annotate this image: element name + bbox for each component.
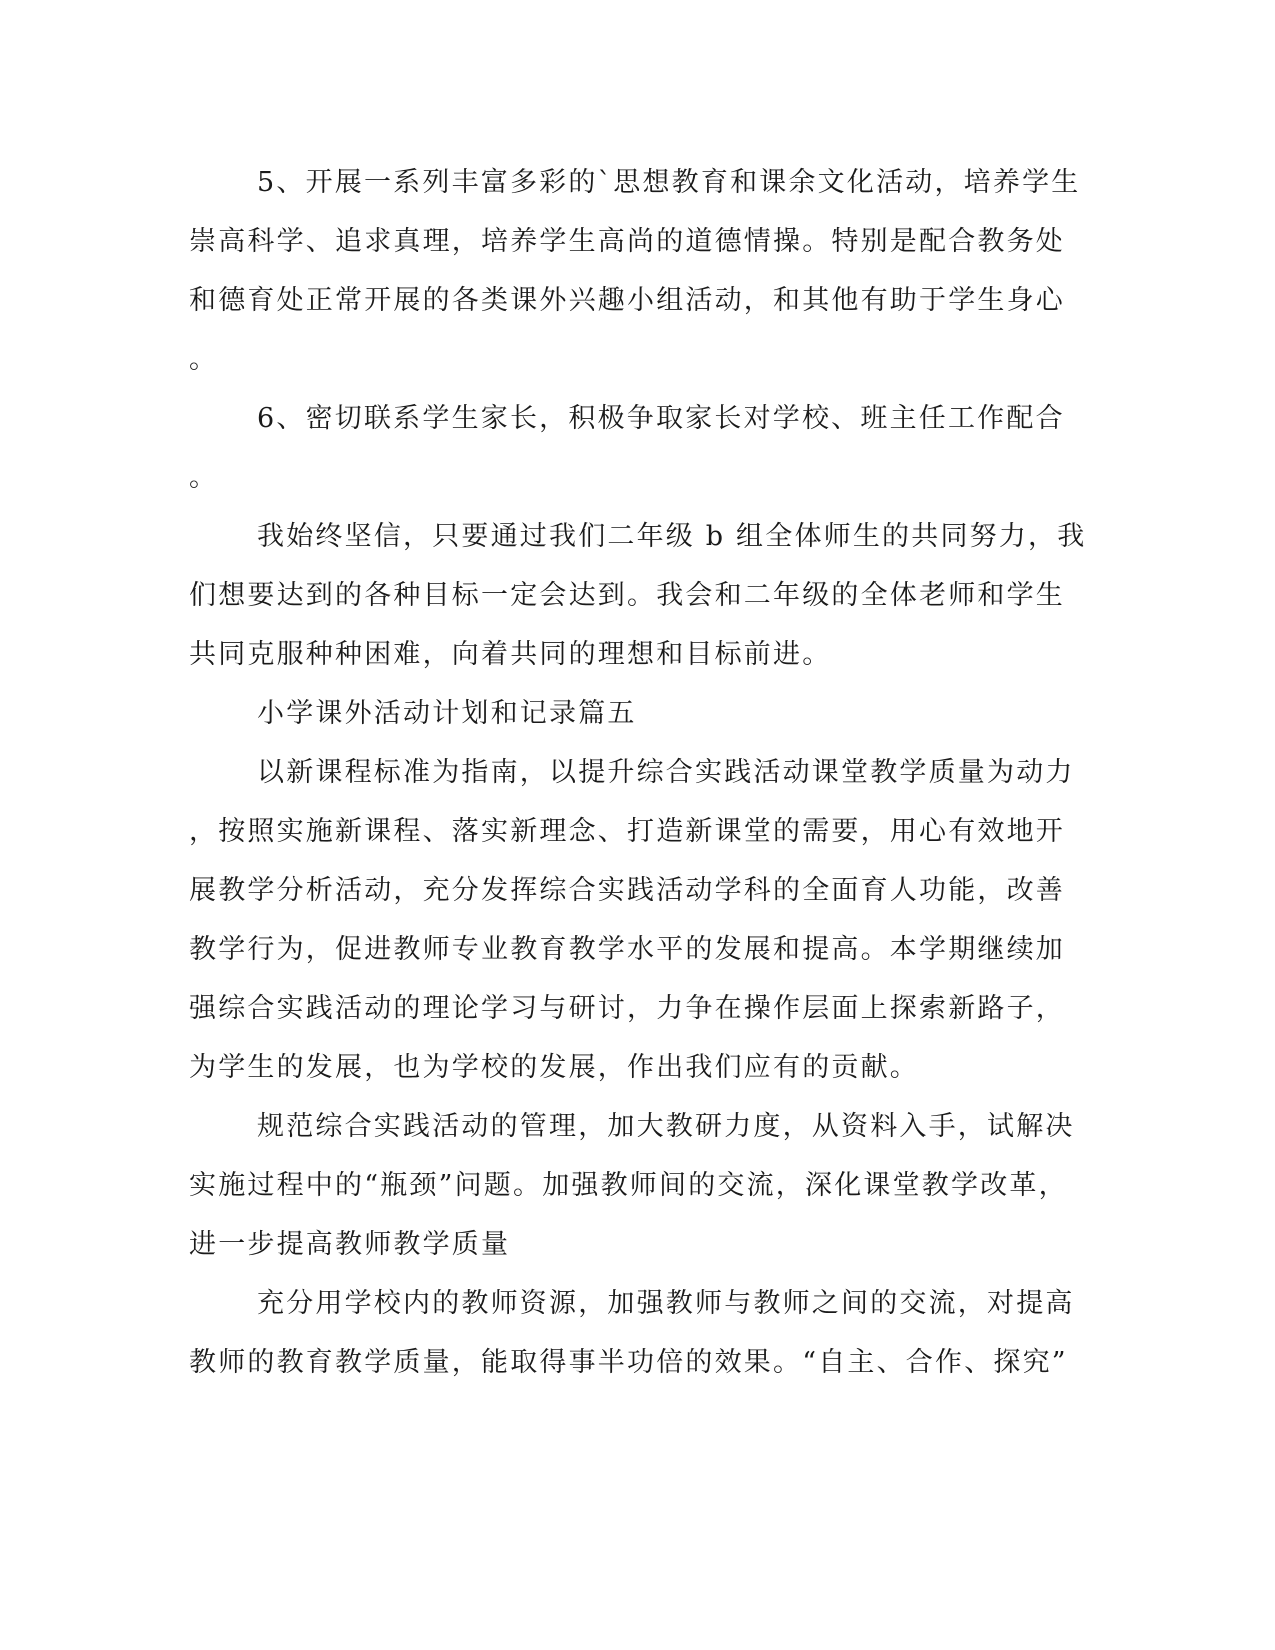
paragraph-line: 共同克服种种困难，向着共同的理想和目标前进。: [189, 639, 832, 670]
paragraph-line: 5、开展一系列丰富多彩的`思想教育和课余文化活动，培养学生: [257, 167, 1081, 198]
paragraph-line: 6、密切联系学生家长，积极争取家长对学校、班主任工作配合: [257, 403, 1065, 434]
paragraph-line: ，按照实施新课程、落实新理念、打造新课堂的需要，用心有效地开: [189, 816, 1065, 847]
paragraph-line: 们想要达到的各种目标一定会达到。我会和二年级的全体老师和学生: [189, 580, 1065, 611]
paragraph-line: 教学行为，促进教师专业教育教学水平的发展和提高。本学期继续加: [189, 934, 1065, 965]
paragraph-line: 为学生的发展，也为学校的发展，作出我们应有的贡献。: [189, 1052, 919, 1083]
paragraph-line: 展教学分析活动，充分发挥综合实践活动学科的全面育人功能，改善: [189, 875, 1065, 906]
section-heading: 小学课外活动计划和记录篇五: [257, 698, 637, 729]
paragraph-line: 。: [189, 462, 219, 493]
paragraph-line: 进一步提高教师教学质量: [189, 1229, 511, 1260]
paragraph-line: 充分用学校内的教师资源，加强教师与教师之间的交流，对提高: [257, 1288, 1075, 1319]
paragraph-line: 我始终坚信，只要通过我们二年级 b 组全体师生的共同努力，我: [257, 521, 1087, 552]
paragraph-line: 。: [189, 344, 219, 375]
paragraph-line: 教师的教育教学质量，能取得事半功倍的效果。“自主、合作、探究”: [189, 1347, 1068, 1378]
paragraph-line: 规范综合实践活动的管理，加大教研力度，从资料入手，试解决: [257, 1111, 1075, 1142]
paragraph-line: 以新课程标准为指南，以提升综合实践活动课堂教学质量为动力: [257, 757, 1075, 788]
paragraph-line: 崇高科学、追求真理，培养学生高尚的道德情操。特别是配合教务处: [189, 226, 1065, 257]
paragraph-line: 实施过程中的“瓶颈”问题。加强教师间的交流，深化课堂教学改革，: [189, 1170, 1068, 1201]
paragraph-line: 强综合实践活动的理论学习与研讨，力争在操作层面上探索新路子，: [189, 993, 1065, 1024]
paragraph-line: 和德育处正常开展的各类课外兴趣小组活动，和其他有助于学生身心: [189, 285, 1065, 316]
